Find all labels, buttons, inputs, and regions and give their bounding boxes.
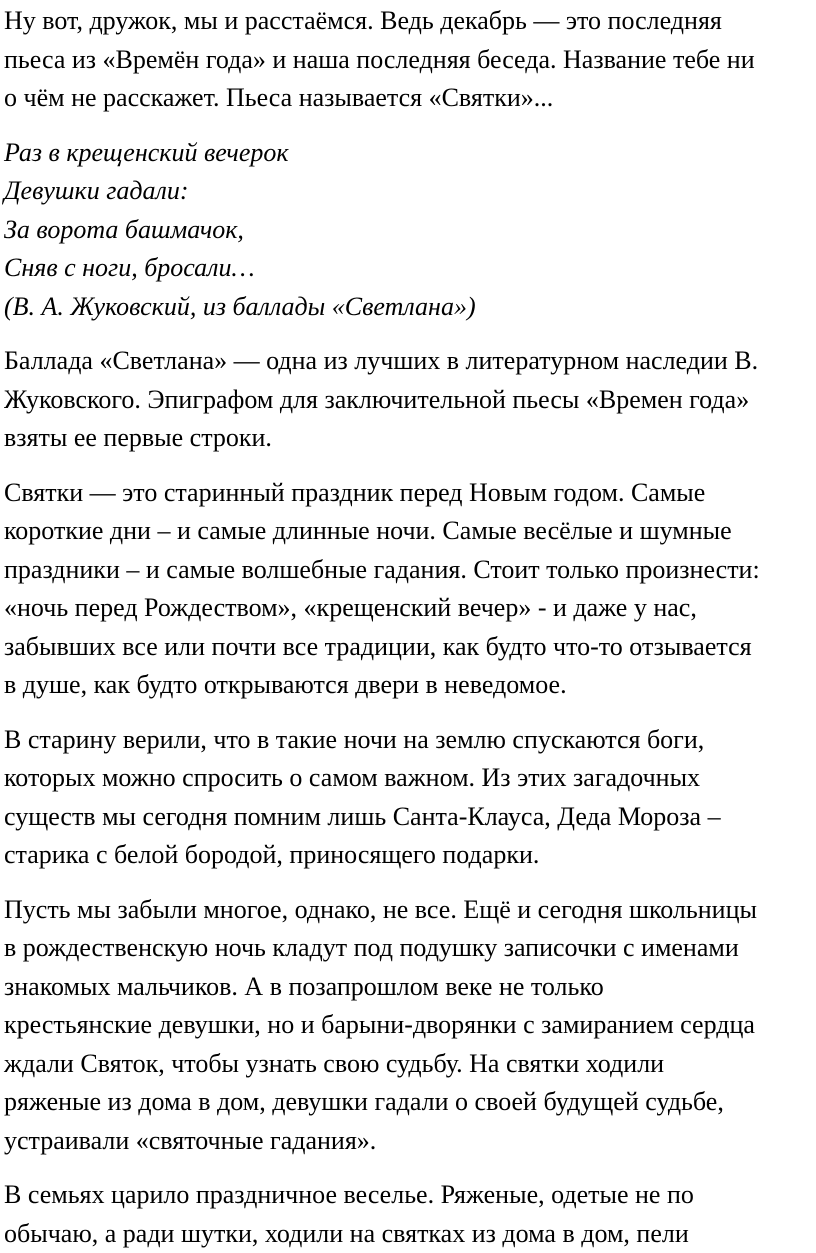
old-times-paragraph: В старину верили, что в такие ночи на землю спускаются боги, которых можно спросить о самом важном. Из этих загадочных существ мы сегодня помним лишь Санта-Клауса, Деда Мороза – старика с белой бородой, приносящего подарки. xyxy=(4,724,721,869)
svyatki-paragraph: Святки — это старинный праздник перед Новым годом. Самые короткие дни – и самые длинные ночи. Самые весёлые и шумные праздники – и самые волшебные гадания. Стоит только произнести: «ночь перед Рождеством», «крещенский вечер» - и даже у нас, забывших все или почти все традиции, как будто что-то отзывается в душе, как будто открываются двери в неведомое. xyxy=(4,477,760,699)
intro-paragraph: Ну вот, дружок, мы и расстаёмся. Ведь декабрь — это последняя пьеса из «Времён года» и наша последняя беседа. Название тебе ни о чём не расскажет. Пьеса называется «Святки»... xyxy=(4,6,755,112)
epigraph-poem: Раз в крещенский вечерок Девушки гадали: За ворота башмачок, Сняв с ноги, бросали… (В. А. Жуковский, из баллады «Светлана») xyxy=(4,137,476,321)
ballad-paragraph: Баллада «Светлана» — одна из лучших в литературном наследии В. Жуковского. Эпиграфом для заключительной пьесы «Времен года» взяты ее первые строки. xyxy=(4,346,759,452)
fortune-telling-paragraph: Пусть мы забыли многое, однако, не все. Ещё и сегодня школьницы в рождественскую ночь кладут под подушку записочки с именами знакомых мальчиков. А в позапрошлом веке не только крестьянские девушки, но и барыни-дворянки с замиранием сердца ждали Святок, чтобы узнать свою судьбу. На святки ходили ряженые из дома в дом, девушки гадали о своей будущей судьбе, устраивали «святочные гадания». xyxy=(4,894,757,1155)
family-celebration-paragraph: В семьях царило праздничное веселье. Ряженые, одетые не по обычаю, а ради шутки, ходили на святках из дома в дом, пели xyxy=(4,1180,694,1248)
